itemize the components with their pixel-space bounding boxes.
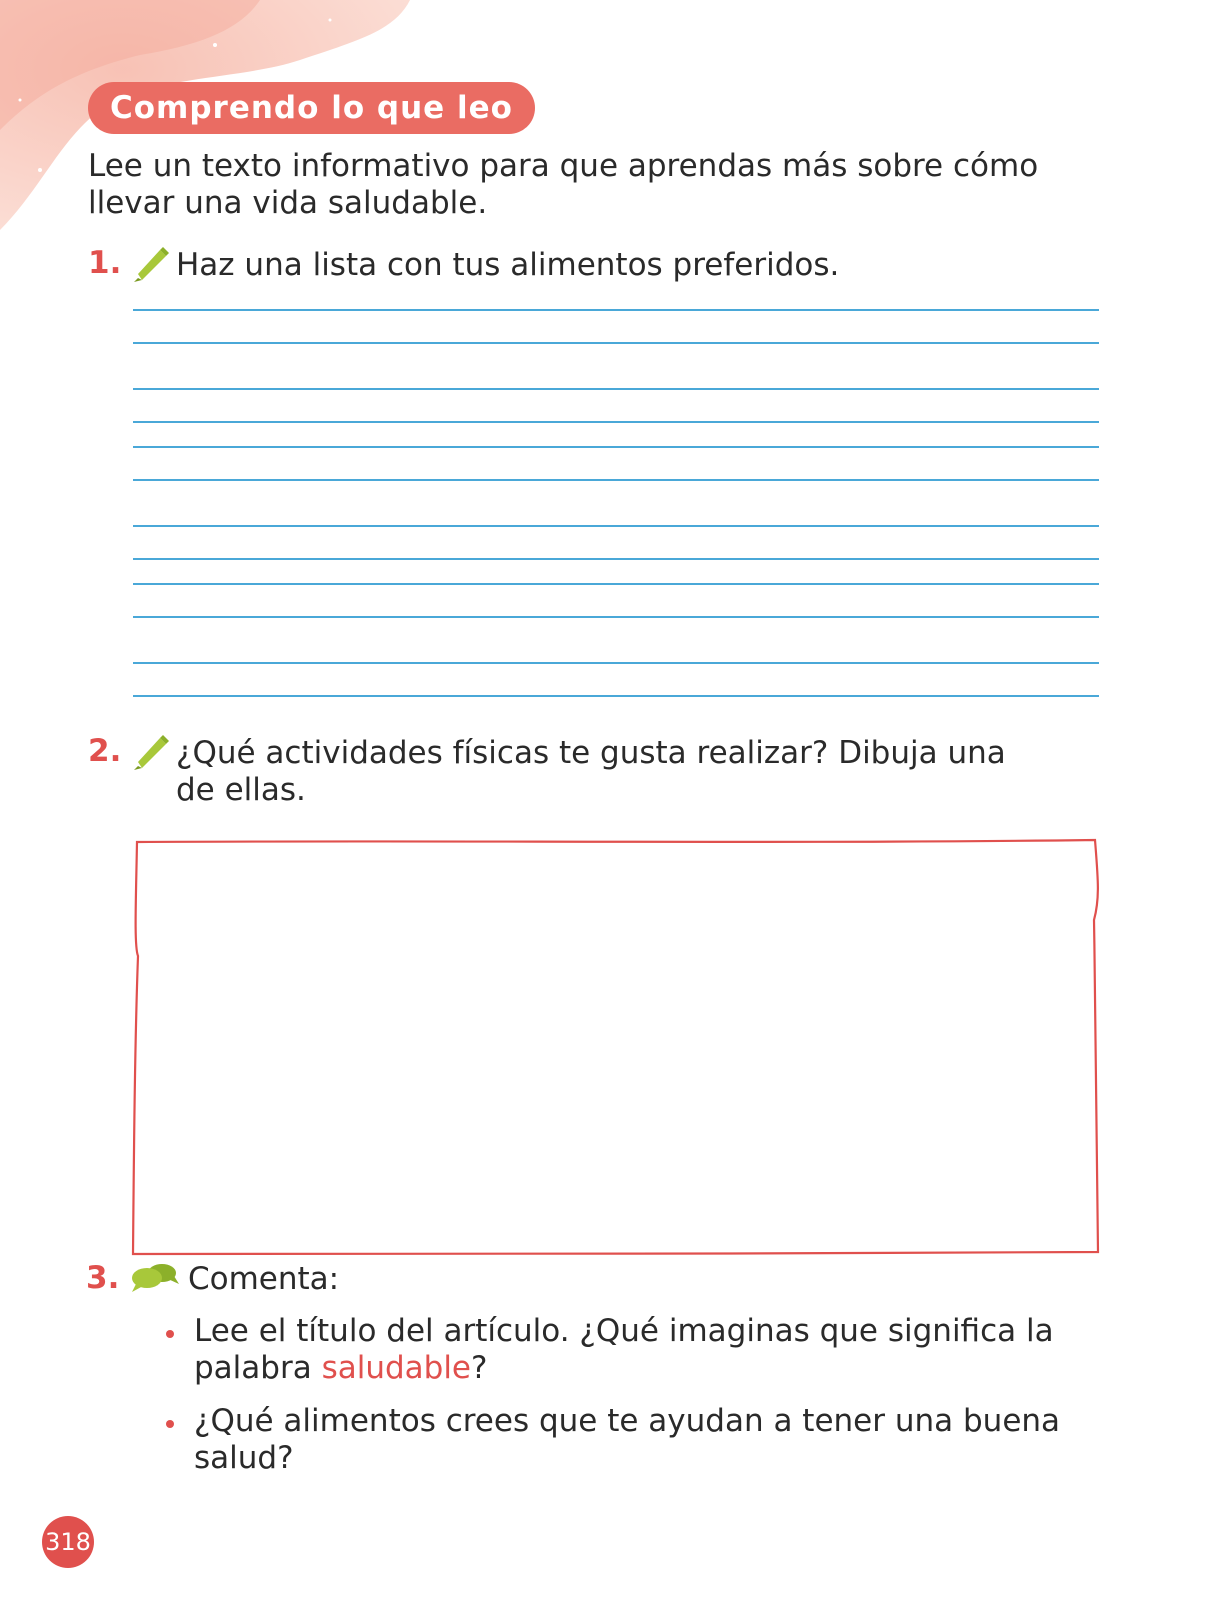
section-title-badge: Comprendo lo que leo bbox=[88, 82, 535, 134]
bullet-text: ¿Qué alimentos crees que te ayudan a tener una buena salud? bbox=[194, 1403, 1061, 1476]
highlighted-word: saludable bbox=[321, 1350, 472, 1386]
writing-lines bbox=[133, 300, 1099, 720]
question-1-number: 1. bbox=[88, 245, 122, 281]
question-3-number: 3. bbox=[86, 1260, 120, 1296]
bullet-text: Lee el título del artículo. ¿Qué imaginas que significa la palabra saludable? bbox=[194, 1313, 1054, 1386]
page-number: 318 bbox=[42, 1516, 94, 1568]
pencil-icon bbox=[130, 244, 170, 284]
question-2-text: ¿Qué actividades físicas te gusta realizar? Dibuja una de ellas. bbox=[176, 735, 1006, 808]
pencil-icon bbox=[130, 732, 170, 772]
speech-bubbles-icon bbox=[130, 1262, 180, 1294]
bullet-dot bbox=[166, 1330, 174, 1338]
question-2-number: 2. bbox=[88, 733, 122, 769]
bullet-item bbox=[166, 1313, 1066, 1393]
bullet-dot bbox=[166, 1420, 174, 1428]
bullet-item bbox=[166, 1403, 1066, 1483]
question-3-text: Comenta: bbox=[188, 1261, 340, 1297]
drawing-box[interactable] bbox=[130, 838, 1100, 1258]
question-1-text: Haz una lista con tus alimentos preferidos. bbox=[176, 247, 840, 283]
intro-text: Lee un texto informativo para que aprendas más sobre cómo llevar una vida saludable. bbox=[88, 148, 1039, 221]
